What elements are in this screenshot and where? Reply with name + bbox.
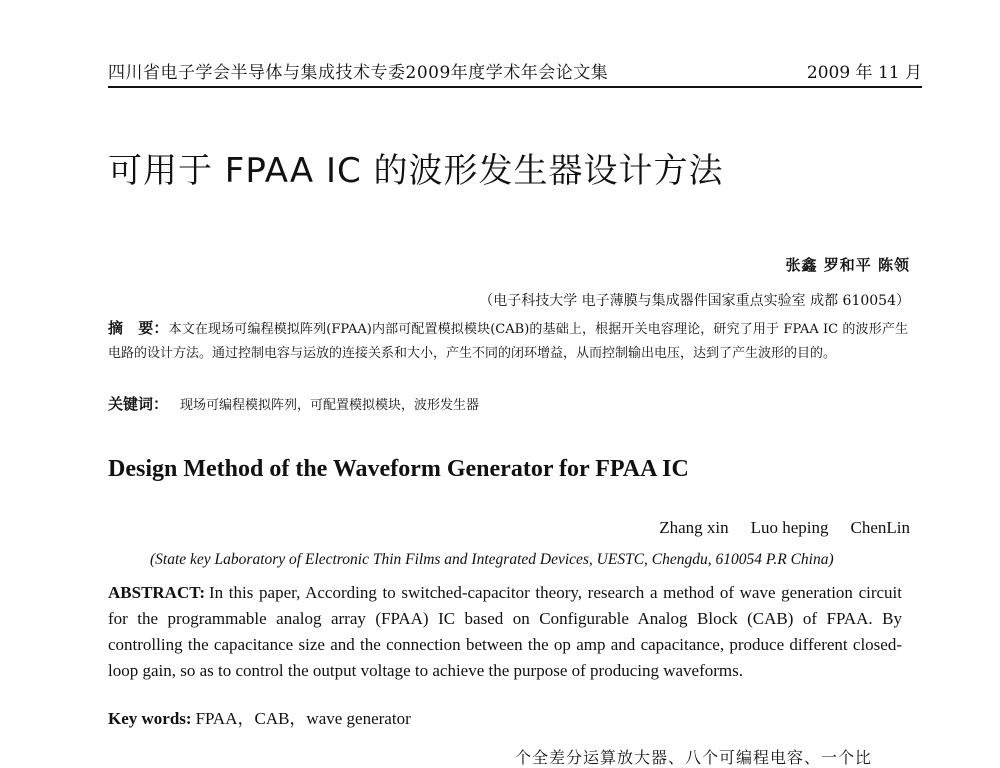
keywords-en-label: Key words: bbox=[108, 709, 192, 728]
issue-date: 2009 年 11 月 bbox=[806, 63, 922, 83]
affiliation-en: (State key Laboratory of Electronic Thin Films and Integrated Devices, UESTC, Chengdu, 610054 P.R China) bbox=[150, 551, 834, 568]
keywords-en-text: FPAA，CAB，wave generator bbox=[195, 709, 411, 728]
author-en: ChenLin bbox=[850, 518, 910, 537]
journal-name: 四川省电子学会半导体与集成技术专委2009年度学术年会论文集 bbox=[108, 63, 609, 83]
author-en: Luo heping bbox=[750, 518, 829, 537]
keywords-cn-label: 关键词： bbox=[108, 395, 169, 413]
abstract-cn-text: 本文在现场可编程模拟阵列(FPAA)内部可配置模拟模块(CAB)的基础上，根据开关电容理论，研究了用于 FPAA IC 的波形产生电路的设计方法。通过控制电容与运放的连接关系和大小，产生不同的闭环增益，从而控制输出电压，达到了产生波形的目的。 bbox=[108, 322, 908, 361]
author-en: Zhang xin bbox=[659, 518, 729, 537]
paper-title-cn: 可用于 FPAA IC 的波形发生器设计方法 bbox=[108, 151, 724, 191]
abstract-en bbox=[108, 580, 902, 684]
running-header bbox=[108, 52, 922, 86]
paper-title-en: Design Method of the Waveform Generator for FPAA IC bbox=[108, 456, 689, 482]
affiliation-cn: （电子科技大学 电子薄膜与集成器件国家重点实验室 成都 610054） bbox=[479, 293, 910, 309]
header-rule bbox=[108, 86, 922, 88]
body-text-fragment: 个全差分运算放大器、八个可编程电容、一个比 bbox=[515, 748, 873, 767]
abstract-en-text: In this paper, According to switched-capacitor theory, research a method of wave generation circuit for the programmable analog array (FPAA) IC based on Configurable Analog Block (CAB) of FPAA. By controlling the capacitance size and the connection between the op amp and capacitance, produce different closed-loop gain, so as to control the output voltage to achieve the purpose of producing waveforms. bbox=[108, 583, 902, 680]
keywords-cn-text: 现场可编程模拟阵列，可配置模拟模块，波形发生器 bbox=[180, 398, 480, 413]
keywords-en bbox=[108, 704, 411, 729]
abstract-cn bbox=[108, 316, 908, 366]
authors-cn: 张鑫 罗和平 陈领 bbox=[785, 256, 910, 274]
keywords-cn bbox=[108, 393, 479, 414]
abstract-en-label: ABSTRACT: bbox=[108, 583, 205, 602]
abstract-cn-label: 摘 要： bbox=[108, 319, 169, 337]
authors-en bbox=[637, 518, 910, 538]
